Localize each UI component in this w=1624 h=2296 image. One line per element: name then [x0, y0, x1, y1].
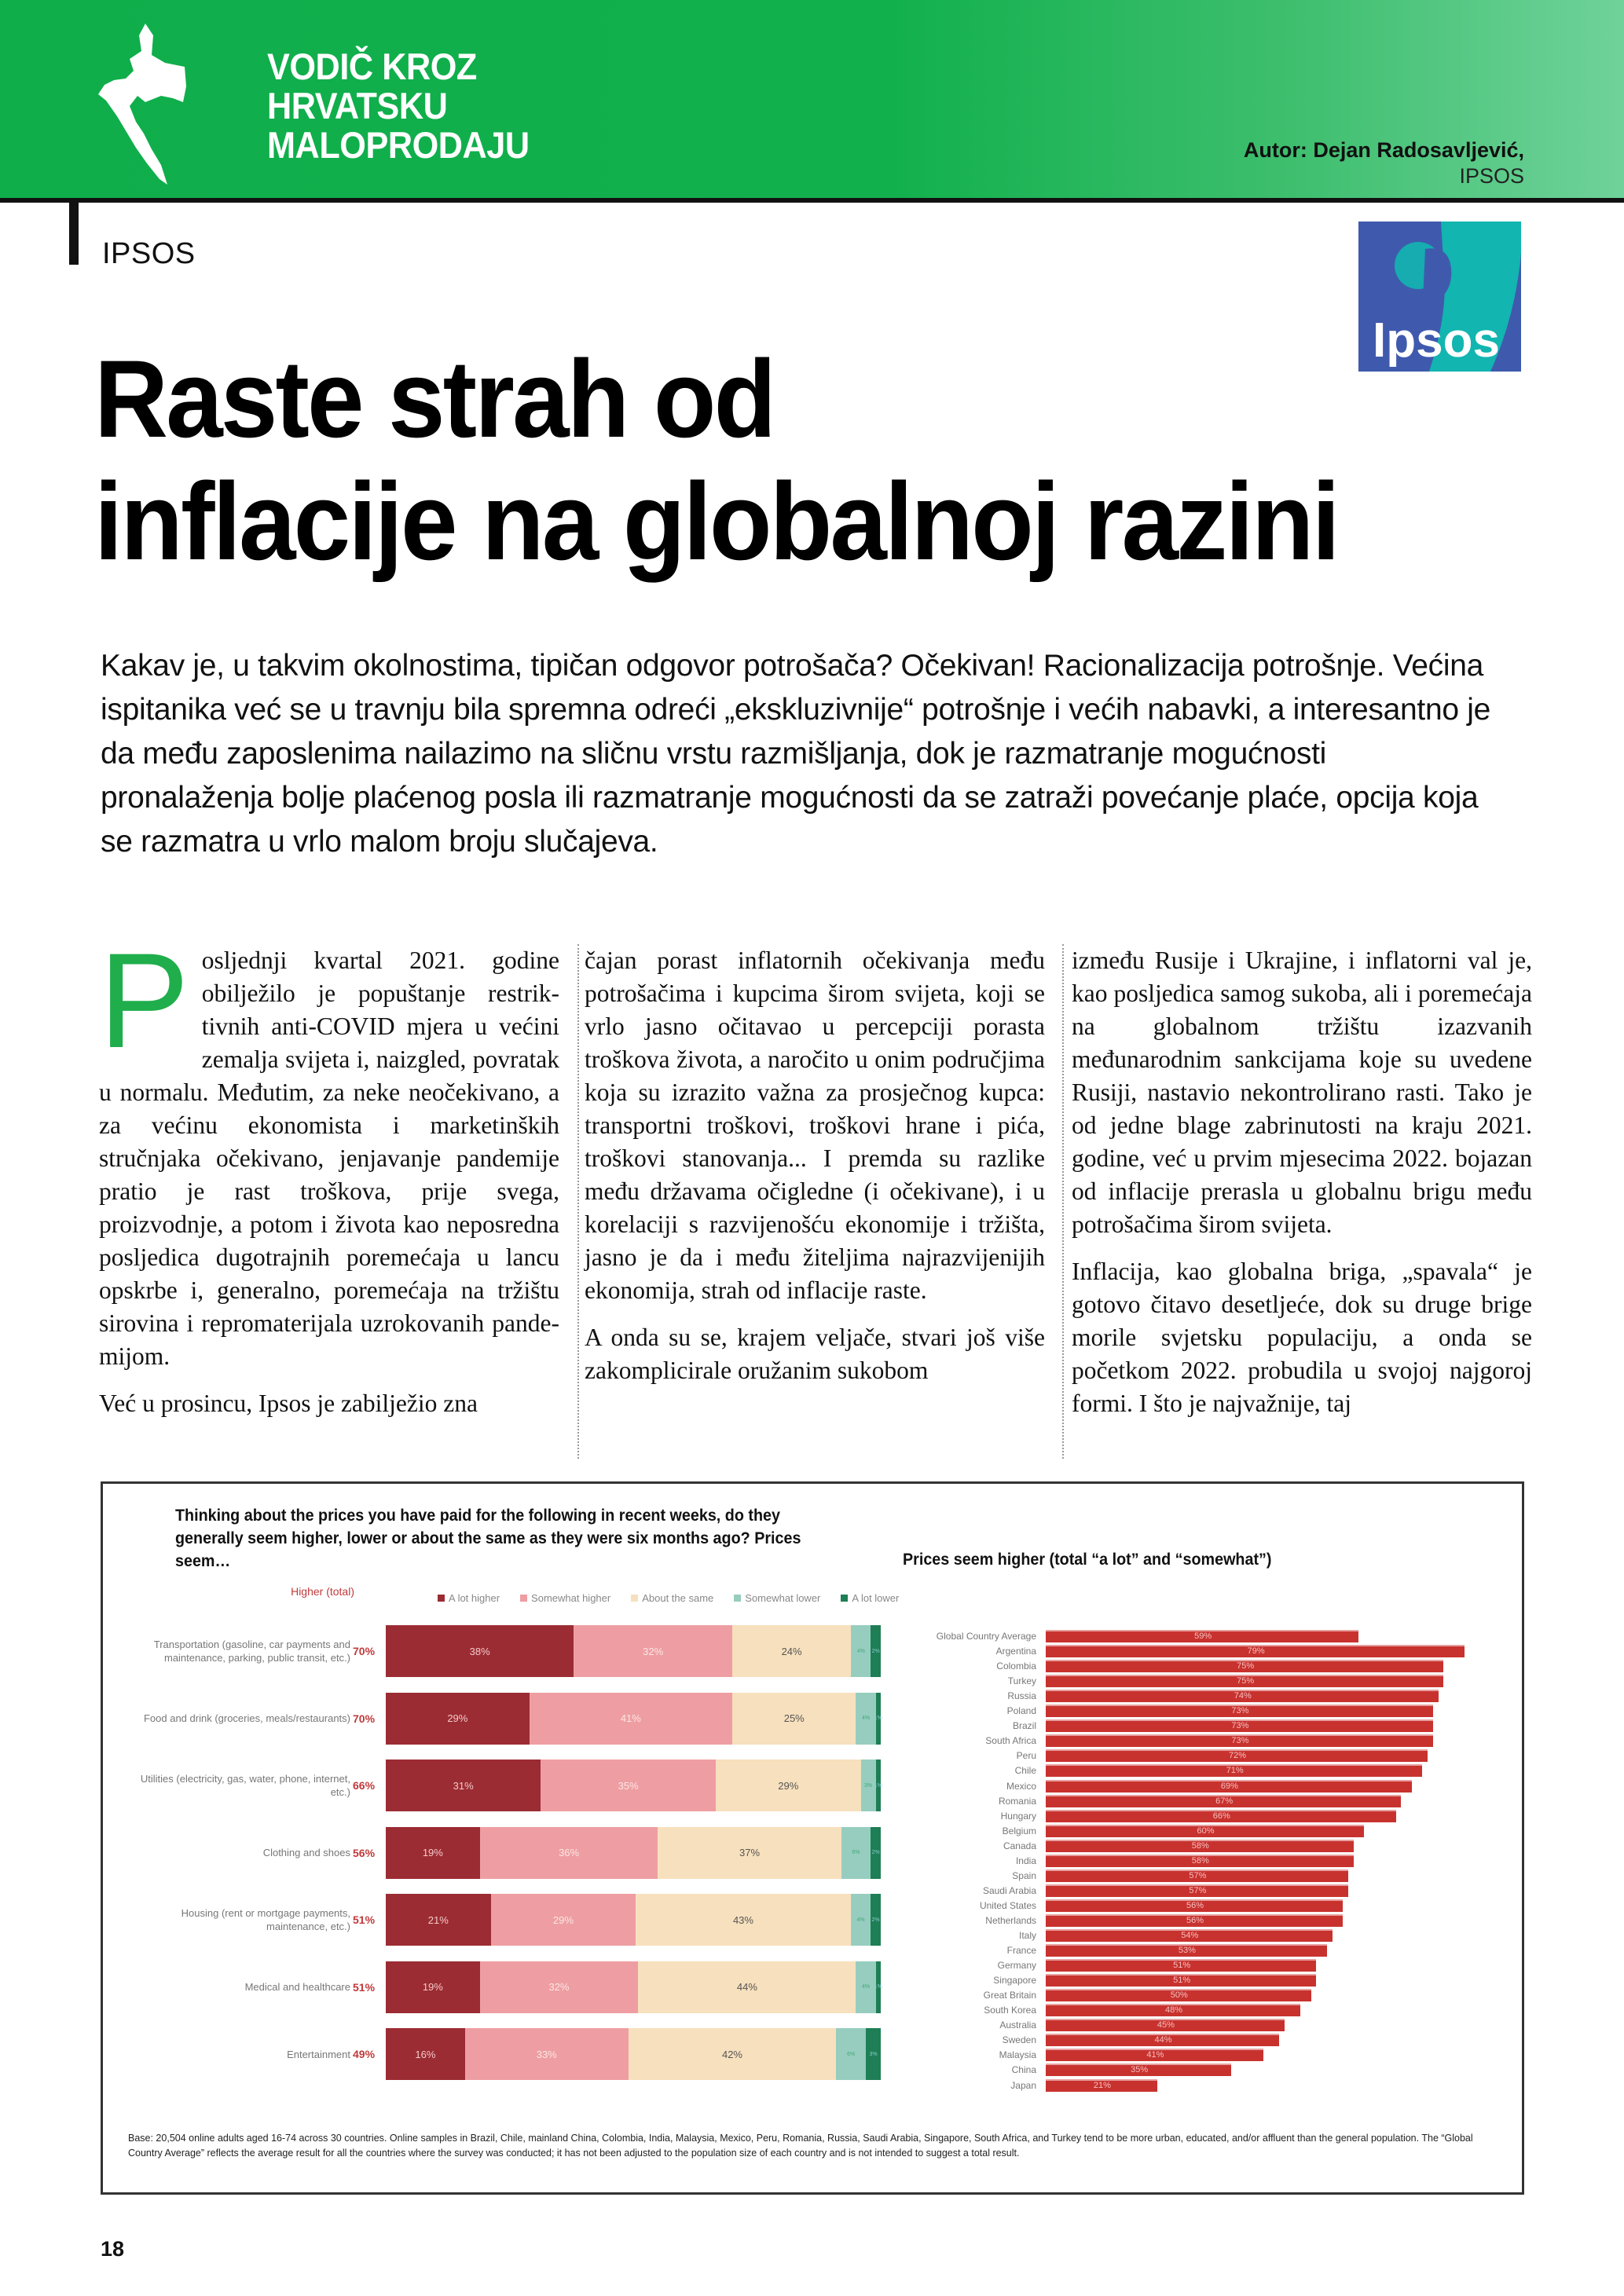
higher-total-value: 49%	[353, 2048, 376, 2060]
country-value-label: 56%	[1186, 1900, 1204, 1910]
bar-segment: 21%	[386, 1894, 491, 1946]
country-label: Saudi Arabia	[982, 1884, 1036, 1896]
bar-segment: 4%	[856, 1693, 875, 1745]
country-value-label: 75%	[1237, 1676, 1255, 1686]
country-value-label: 35%	[1131, 2065, 1149, 2075]
body-column-1	[99, 925, 559, 1434]
country-label: United States	[979, 1899, 1036, 1911]
legend-item	[520, 1592, 610, 1604]
category-label: Housing (rent or mortgage payments, maintenance, etc.)	[181, 1907, 350, 1932]
author-block	[1244, 137, 1524, 189]
category-label: Entertainment	[287, 2048, 350, 2060]
legend-label: Somewhat lower	[745, 1592, 821, 1604]
title-line: inflacije na globalnoj razini	[94, 460, 1339, 583]
section-marker	[69, 200, 79, 265]
stacked-bar	[386, 2028, 881, 2080]
page-number: 18	[101, 2237, 125, 2261]
country-row	[889, 1958, 1501, 1973]
country-value-label: 60%	[1197, 1825, 1215, 1836]
bar-segment: 29%	[386, 1693, 530, 1745]
country-label: Canada	[1003, 1840, 1036, 1851]
country-label: Great Britain	[983, 1990, 1036, 2001]
country-row	[889, 2048, 1501, 2063]
stacked-bar	[386, 1693, 881, 1745]
country-value-label: 58%	[1191, 1855, 1209, 1866]
legend-swatch	[438, 1595, 445, 1602]
bar-segment: 36%	[480, 1827, 658, 1879]
stacked-row	[103, 1827, 880, 1879]
bar-segment: 19%	[386, 1961, 480, 2013]
country-row	[889, 1689, 1501, 1704]
country-label: India	[1015, 1855, 1036, 1866]
ipsos-logo	[1358, 222, 1521, 372]
body-column-2	[585, 944, 1045, 1401]
legend-swatch	[520, 1595, 527, 1602]
legend-item	[734, 1592, 820, 1604]
article-body	[94, 925, 1534, 1463]
body-column-3	[1072, 944, 1532, 1434]
country-label: Chile	[1014, 1765, 1036, 1777]
paragraph: Inflacija, kao globalna briga, „spavala“ je gotovo čitavo desetljeće, dok su druge brige morile svjetsku populaciju, a onda se početkom 2022. probudila u svojoj najgoroj formi. I što je najvažnije, taj	[1072, 1258, 1532, 1417]
country-value-label: 71%	[1226, 1766, 1244, 1776]
country-value-label: 45%	[1157, 2020, 1175, 2031]
bar-segment: 16%	[386, 2028, 465, 2080]
chart-figure	[101, 1481, 1524, 2195]
bar-segment: 6%	[841, 1827, 871, 1879]
stacked-bar	[386, 1760, 881, 1811]
column-divider	[1062, 944, 1064, 1459]
stacked-bar	[386, 1827, 881, 1879]
country-value-label: 50%	[1170, 1990, 1188, 2001]
country-value-label: 79%	[1247, 1646, 1265, 1657]
country-row	[889, 1779, 1501, 1794]
country-row	[889, 1943, 1501, 1958]
higher-total-value: 70%	[353, 1645, 376, 1657]
country-row	[889, 1913, 1501, 1928]
author-org: IPSOS	[1459, 164, 1524, 188]
legend-label: Somewhat higher	[531, 1592, 611, 1604]
article-lead: Kakav je, u takvim okolnostima, tipičan odgovor potrošača? Očekivan! Racionalizacija potrošnje. Većina ispitanika već se u travnju bila spremna odreći „ekskluzivnije“ potrošnje i većih nabavki, a interesantno je da među zaposlenima nailazimo na sličnu vrstu razmišljanja, dok je razmatranje mogućnosti pronalaženja bolje plaćenog posla ili razmatranje mogućnosti da se zatraži povećanje plaće, opcija koja se razmatra u vrlo malom broju slučajeva.	[101, 649, 1491, 859]
bar-segment: 1%	[876, 1760, 881, 1811]
country-row	[889, 1884, 1501, 1899]
higher-total-value: 66%	[353, 1779, 376, 1792]
country-label: Singapore	[993, 1975, 1036, 1987]
stacked-row	[103, 1760, 882, 1811]
magazine-header	[0, 0, 1624, 198]
higher-total-value: 70%	[353, 1712, 376, 1725]
bar-segment: 38%	[386, 1625, 574, 1677]
stacked-bar	[386, 1894, 881, 1946]
country-row	[889, 1973, 1501, 1988]
category-label: Utilities (electricity, gas, water, phone, internet, etc.)	[140, 1773, 350, 1798]
stacked-row	[103, 1961, 882, 2013]
country-row	[889, 1674, 1501, 1689]
bar-segment: 29%	[491, 1894, 636, 1946]
bar-segment: 4%	[851, 1894, 871, 1946]
country-value-label: 54%	[1181, 1931, 1199, 1940]
country-value-label: 75%	[1237, 1661, 1255, 1672]
country-row	[889, 1928, 1501, 1943]
country-row	[889, 1794, 1501, 1809]
stacked-bar	[386, 1625, 881, 1677]
brand-title	[267, 47, 530, 165]
country-label: Sweden	[1002, 2034, 1036, 2046]
category-label: Transportation (gasoline, car payments and maintenance, parking, public transit, etc.)	[153, 1639, 350, 1664]
column-divider	[577, 944, 579, 1459]
legend-item	[841, 1592, 899, 1604]
legend-label: A lot lower	[852, 1592, 900, 1604]
bar-segment: 2%	[871, 1827, 881, 1879]
country-value-label: 59%	[1194, 1631, 1212, 1641]
paragraph: čajan porast inflatornih očekivanja među potrošačima i kupcima širom svijeta, koji se vrlo jasno očitavao u percepciji porasta troškova života, a naročito u onim područjima koja su izrazito važna za prosječnog kupca: transportni troškovi, troškovi hrane i pića, troškovi stanovanja... I premda su razlike među državama očigledne (i očekivane), i u korelaciji s razvijenošću ekonomije i tržišta, jasno je da i među žiteljima najrazvijenijih ekonomija, strah od inflacije raste.	[585, 947, 1045, 1304]
country-label: Malaysia	[999, 2049, 1036, 2061]
country-label: Peru	[1016, 1750, 1036, 1762]
bar-segment: 29%	[716, 1760, 861, 1811]
bar-segment: 1%	[876, 1693, 881, 1745]
section-label: IPSOS	[102, 237, 196, 270]
bar-segment: 43%	[636, 1894, 851, 1946]
country-label: South Korea	[984, 2005, 1036, 2016]
brand-line: VODIČ KROZ	[267, 46, 477, 87]
bar-segment: 2%	[871, 1625, 881, 1677]
country-value-label: 51%	[1173, 1961, 1191, 1971]
stacked-row	[103, 1894, 880, 1946]
paragraph	[99, 925, 559, 1373]
country-label: Australia	[999, 2020, 1036, 2031]
country-row	[889, 2063, 1501, 2078]
country-row	[889, 1869, 1501, 1884]
paragraph-text: osljednji kvartal 2021. godine obilježilo je popuštanje restriktivnih anti-COVID mjera u većini zemalja svijeta i, naizgled, povratak u normalu. Međutim, za neke neočekivano, a za većinu ekonomista i marketinških stručnjaka očekivano, jenjavanje pandemije pratio je rast troškova, prije svega, proizvodnje, a potom i života kao neposredna posljedica dugotrajnih poremećaja u lancu opskrbe i, generalno, poremećaja na tržištu sirovina i repromaterijala uzrokovanih pandemijom.	[99, 947, 559, 1370]
legend-swatch	[734, 1595, 741, 1602]
croatia-map-icon	[98, 24, 263, 189]
bar-segment: 1%	[876, 1961, 881, 2013]
drop-cap: P	[99, 925, 189, 1076]
country-label: Mexico	[1006, 1780, 1036, 1792]
title-line: Raste strah od	[94, 337, 775, 460]
country-value-label: 74%	[1234, 1691, 1252, 1701]
country-chart-title: Prices seem higher (total “a lot” and “somewhat”)	[903, 1551, 1272, 1569]
bar-segment: 32%	[574, 1625, 732, 1677]
country-row	[889, 1824, 1501, 1839]
bar-segment: 44%	[638, 1961, 856, 2013]
bar-segment: 37%	[658, 1827, 841, 1879]
legend-label: About the same	[642, 1592, 714, 1604]
bar-segment: 41%	[530, 1693, 732, 1745]
country-label: Italy	[1018, 1930, 1036, 1941]
country-row	[889, 1719, 1501, 1734]
category-label: Medical and healthcare	[244, 1981, 350, 1993]
country-row	[889, 2003, 1501, 2018]
header-divider	[0, 198, 1624, 203]
bar-segment: 42%	[629, 2028, 837, 2080]
country-value-label: 57%	[1189, 1870, 1207, 1880]
country-bar-chart	[889, 1629, 1501, 2091]
country-row	[889, 2033, 1501, 2048]
logo-text: Ipsos	[1373, 313, 1500, 368]
country-value-label: 53%	[1178, 1946, 1196, 1956]
higher-total-value: 51%	[353, 1980, 376, 1994]
stacked-row	[103, 1693, 882, 1745]
bar-segment: 31%	[386, 1760, 541, 1811]
legend-item	[631, 1592, 713, 1604]
bar-segment: 32%	[480, 1961, 639, 2013]
country-label: Colombia	[996, 1661, 1036, 1672]
country-label: Turkey	[1007, 1675, 1036, 1687]
legend-label: A lot higher	[449, 1592, 500, 1604]
bar-segment: 4%	[856, 1961, 875, 2013]
legend-item	[438, 1592, 500, 1604]
country-row	[889, 1734, 1501, 1749]
country-label: France	[1006, 1945, 1036, 1957]
stacked-row	[103, 2028, 878, 2080]
country-row	[889, 1854, 1501, 1869]
brand-line: HRVATSKU	[267, 85, 448, 126]
stacked-bar	[386, 1961, 881, 2013]
chart-base-note: Base: 20,504 online adults aged 16-74 across 30 countries. Online samples in Brazil, Chile, mainland China, Colombia, India, Malaysia, Mexico, Peru, Romania, Russia, Saudi Arabia, Singapore, South Africa, and Turkey tend to be more urban, educated, and/or affluent than the general population. The “Global Country Average” reflects the average result for all the countries where the survey was conducted; it has not been adjusted to the population size of each country and is not intended to suggest a total result.	[128, 2133, 1473, 2159]
country-value-label: 73%	[1231, 1721, 1249, 1731]
country-label: Argentina	[995, 1646, 1036, 1657]
legend-items	[438, 1592, 899, 1604]
country-value-label: 73%	[1231, 1736, 1249, 1746]
country-label: South Africa	[985, 1735, 1036, 1747]
legend-swatch	[631, 1595, 638, 1602]
country-label: Hungary	[1000, 1810, 1036, 1822]
country-label: Global Country Average	[936, 1631, 1036, 1642]
higher-total-value: 56%	[353, 1846, 376, 1859]
country-row	[889, 1809, 1501, 1824]
country-value-label: 41%	[1146, 2050, 1164, 2060]
country-label: Spain	[1012, 1869, 1036, 1881]
paragraph: Već u prosincu, Ipsos je zabilježio zna	[99, 1390, 478, 1417]
bar-segment: 2%	[871, 1894, 881, 1946]
country-value-label: 69%	[1220, 1781, 1238, 1791]
country-label: Russia	[1007, 1690, 1036, 1702]
country-value-label: 56%	[1186, 1915, 1204, 1925]
country-value-label: 44%	[1154, 2035, 1172, 2045]
country-row	[889, 1839, 1501, 1854]
bar-segment: 4%	[851, 1625, 871, 1677]
country-row	[889, 1644, 1501, 1659]
higher-total-header: Higher (total)	[291, 1585, 354, 1598]
country-label: China	[1011, 2064, 1036, 2076]
country-row	[889, 1659, 1501, 1674]
country-row	[889, 1704, 1501, 1719]
paragraph: A onda su se, krajem veljače, stvari još više zakomplicirale oružanim sukobom	[585, 1324, 1045, 1384]
bar-segment: 33%	[465, 2028, 629, 2080]
category-label: Clothing and shoes	[262, 1847, 350, 1858]
stacked-bar-chart	[103, 1625, 882, 2065]
country-label: Poland	[1006, 1705, 1036, 1717]
country-label: Brazil	[1012, 1720, 1036, 1732]
article-title	[94, 338, 1338, 583]
country-row	[889, 1988, 1501, 2003]
country-value-label: 66%	[1212, 1811, 1230, 1821]
bar-segment: 19%	[386, 1827, 480, 1879]
country-label: Romania	[998, 1795, 1036, 1807]
stacked-chart-legend	[260, 1584, 900, 1624]
paragraph: između Rusije i Ukrajine, i inflatorni val je, kao posljedica samog sukoba, ali i poremećaja na globalnom tržištu izazvanih međunarodnim sankcijama koje su uvedene Rusiji, nastavio nekontrolirano rasti. Tako je od jedne blage zabrinutosti na kraju 2021. godine, već u prvim mjesecima 2022. bojazan od inflacije prerasla u globalnu brigu među potrošačima širom svijeta.	[1072, 947, 1532, 1238]
bar-segment: 24%	[732, 1625, 851, 1677]
bar-segment: 35%	[541, 1760, 716, 1811]
country-value-label: 73%	[1231, 1706, 1249, 1716]
country-row	[889, 2078, 1501, 2093]
higher-total-value: 51%	[353, 1913, 376, 1926]
bar-segment: 6%	[836, 2028, 866, 2080]
category-label: Food and drink (groceries, meals/restaurants)	[143, 1712, 350, 1724]
country-row	[889, 1749, 1501, 1763]
country-value-label: 67%	[1215, 1796, 1234, 1806]
country-value-label: 58%	[1191, 1840, 1209, 1851]
country-row	[889, 2018, 1501, 2033]
country-value-label: 72%	[1229, 1751, 1247, 1761]
country-value-label: 57%	[1189, 1885, 1207, 1895]
country-row	[889, 1899, 1501, 1913]
bar-segment: 25%	[732, 1693, 856, 1745]
country-row	[889, 1763, 1501, 1778]
bar-segment: 3%	[861, 1760, 876, 1811]
stacked-row	[103, 1625, 880, 1677]
country-value-label: 48%	[1165, 2005, 1183, 2016]
country-label: Belgium	[1002, 1825, 1036, 1836]
legend-swatch	[841, 1595, 848, 1602]
country-value-label: 21%	[1093, 2080, 1111, 2090]
brand-line: MALOPRODAJU	[267, 124, 530, 166]
bar-segment: 3%	[866, 2028, 881, 2080]
country-label: Japan	[1010, 2079, 1036, 2091]
country-label: Germany	[997, 1960, 1036, 1972]
country-row	[889, 1629, 1501, 1644]
author-name: Autor: Dejan Radosavljević,	[1243, 138, 1524, 162]
country-value-label: 51%	[1173, 1976, 1191, 1986]
country-label: Netherlands	[985, 1914, 1036, 1926]
stacked-chart-title: Thinking about the prices you have paid for the following in recent weeks, do they generally seem higher, lower or about the same as they were six months ago? Prices seem…	[175, 1507, 801, 1570]
